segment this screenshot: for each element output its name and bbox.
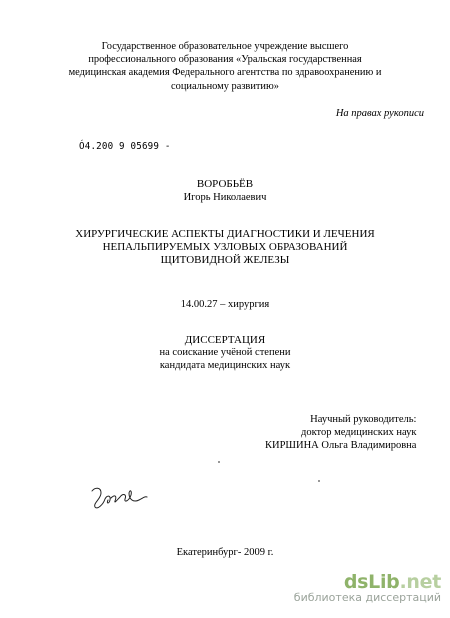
dissertation-title <box>0 228 450 267</box>
supervisor-name: КИРШИНА Ольга Владимировна <box>265 440 417 451</box>
title-line-3: ЩИТОВИДНОЙ ЖЕЛЕЗЫ <box>160 254 290 266</box>
watermark <box>283 571 443 604</box>
degree-line-1: на соискание учёной степени <box>159 347 291 358</box>
archive-stamp: Ó4.200 9 05699 - <box>79 141 171 152</box>
city-year: Екатеринбург- 2009 г. <box>176 547 274 558</box>
rights-note: На правах рукописи <box>335 108 424 119</box>
institution-line-3: медицинская академия Федерального агентства по здравоохранению и <box>68 67 382 79</box>
supervisor-block <box>265 413 416 452</box>
title-line-2: НЕПАЛЬПИРУЕМЫХ УЗЛОВЫХ ОБРАЗОВАНИЙ <box>102 241 348 253</box>
scan-speck <box>318 480 320 482</box>
title-line-1: ХИРУРГИЧЕСКИЕ АСПЕКТЫ ДИАГНОСТИКИ И ЛЕЧЕНИЯ <box>75 228 375 240</box>
institution-line-4: социальному развитию» <box>171 80 279 92</box>
watermark-subtitle: библиотека диссертаций <box>293 591 441 604</box>
degree-line-2: кандидата медицинских наук <box>159 360 291 371</box>
supervisor-role: Научный руководитель: <box>310 414 417 425</box>
author-signature <box>89 483 154 513</box>
watermark-logo-tld: .net <box>399 571 441 593</box>
institution-header <box>0 40 450 93</box>
author-surname: ВОРОБЬЁВ <box>196 178 254 190</box>
watermark-logo <box>283 571 441 593</box>
scan-speck <box>218 461 220 463</box>
specialty-code: 14.00.27 – хирургия <box>180 299 270 310</box>
institution-line-1: Государственное образовательное учреждение высшего <box>101 41 349 52</box>
author-given-names: Игорь Николаевич <box>183 192 267 203</box>
supervisor-degree: доктор медицинских наук <box>300 427 417 438</box>
watermark-logo-main: dsLib <box>343 571 400 593</box>
document-type: ДИССЕРТАЦИЯ <box>184 334 266 346</box>
institution-line-2: профессионального образования «Уральская государственная <box>88 54 362 66</box>
